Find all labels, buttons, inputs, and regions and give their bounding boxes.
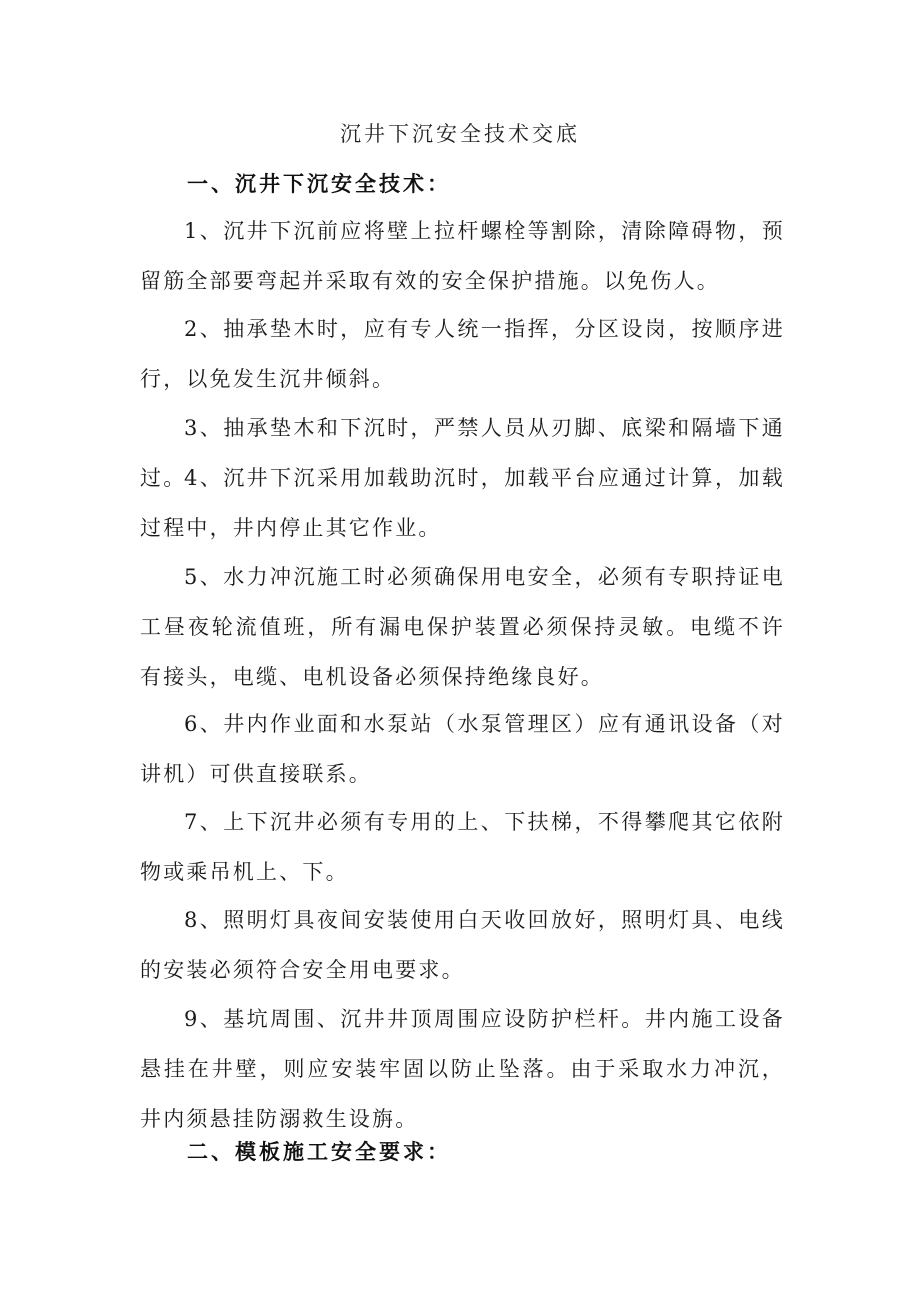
paragraph-item-3: 3、抽承垫木和下沉时，严禁人员从刃脚、底梁和隔墙下通过。 — [140, 416, 785, 490]
paragraph-item-5: 5、水力冲沉施工时必须确保用电安全，必须有专职持证电工昼夜轮流值班，所有漏电保护装置必须保持灵敏。电缆不许有接头，电缆、电机设备必须保持绝缘良好。 — [140, 565, 785, 689]
paragraph-item-6: 6、井内作业面和水泵站（水泵管理区）应有通讯设备（对讲机）可供直接联系。 — [140, 712, 785, 786]
paragraph-item-1: 1、沉井下沉前应将壁上拉杆螺栓等割除，清除障碍物，预留筋全部要弯起并采取有效的安全保护措施。以免伤人。 — [140, 219, 785, 293]
paragraph-item-9: 9、基坑周围、沉井井顶周围应设防护栏杆。井内施工设备悬挂在井壁，则应安装牢固以防止坠落。由于采取水力冲沉，井内须悬挂防溺救生设旃。 — [140, 1007, 785, 1131]
paragraph-item-7: 7、上下沉井必须有专用的上、下扶梯，不得攀爬其它依附物或乘吊机上、下。 — [140, 810, 785, 884]
paragraph-item-8: 8、照明灯具夜间安装使用白天收回放好，照明灯具、电线的安装必须符合安全用电要求。 — [140, 908, 785, 982]
section-heading-2: 二、模板施工安全要求： — [187, 1139, 451, 1164]
paragraph-item-2: 2、抽承垫木时，应有专人统一指挥，分区设岗，按顺序进行，以免发生沉井倾斜。 — [140, 317, 785, 391]
section-heading-1: 一、沉井下沉安全技术： — [187, 171, 451, 196]
paragraph-item-4: 4、沉井下沉采用加载助沉时，加载平台应通过计算，加载过程中，井内停止其它作业。 — [140, 466, 785, 540]
document-title: 沉井下沉安全技术交底 — [340, 122, 580, 146]
